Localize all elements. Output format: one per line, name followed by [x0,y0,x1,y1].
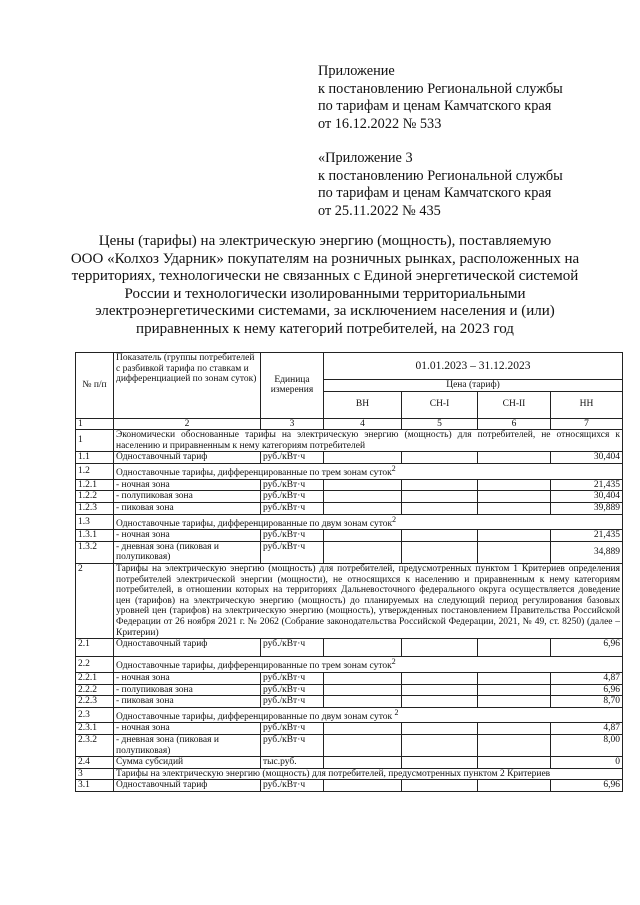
appendix-ref-line: «Приложение 3 [318,150,413,166]
subheader-num: 1.2 [76,463,114,479]
cell-vn [324,696,402,708]
cell-sn2 [478,723,551,735]
row-num: 1.2.1 [76,479,114,491]
cell-nn: 8,70 [551,696,623,708]
title-line: приравненных к нему категорий потребителей, на 2023 год [136,320,514,337]
cell-sn1 [402,757,478,769]
cell-sn1 [402,780,478,792]
header-level-vn: ВН [324,391,402,418]
cell-sn1 [402,672,478,684]
title-line: территориях, технологически не связанных с Единой энергетической системой [71,268,579,285]
cell-sn1 [402,491,478,503]
cell-sn2 [478,479,551,491]
cell-sn1 [402,696,478,708]
cell-vn [324,452,402,464]
table-row [76,684,623,696]
cell-nn: 6,96 [551,639,623,657]
appendix-ref-line: к постановлению Региональной службы [318,167,563,184]
row-num: 2.3.2 [76,735,114,757]
appendix-heading [318,63,563,133]
section-desc: Тарифы на электрическую энергию (мощность) для потребителей, предусмотренных пунктом 1 Критериев определения потребителей электрической энергии (мощности), не относящихся к населению и приравненным к нему категориям потребителей, в отношении которых на территориях Дальневосточного федерального округа осуществляется доведение цен (тарифов) на электрическую энергию (мощность) до планируемых на следующий период регулирования базовых уровней цен (тарифов) на электрическую энергию (мощность), утвержденных постановлением Правительства Российской Федерации от 26 ноября 2021 г. № 2062 (Собрание законодательства Российской Федерации, 2021, № 49, ст. 8250) (далее – Критерии) [114,564,623,639]
row-label: Одноставочный тариф [114,639,261,657]
cell-vn [324,639,402,657]
row-unit: руб./кВт·ч [261,541,324,563]
header-level-sn2: СН-II [478,391,551,418]
cell-sn2 [478,780,551,792]
cell-sn2 [478,735,551,757]
col-number: 5 [402,418,478,430]
row-label: - ночная зона [114,723,261,735]
section-num: 3 [76,768,114,780]
col-number: 2 [114,418,261,430]
row-unit: руб./кВт·ч [261,780,324,792]
row-num: 1.3.1 [76,530,114,542]
header-level-nn: НН [551,391,623,418]
row-unit: руб./кВт·ч [261,684,324,696]
cell-sn2 [478,491,551,503]
section-desc: Экономически обоснованные тарифы на электрическую энергию (мощность) для потребителей, не относящихся к населению и приравненным к нему категориям потребителей [114,430,623,452]
row-num: 2.2.1 [76,672,114,684]
cell-sn1 [402,502,478,514]
row-unit: руб./кВт·ч [261,491,324,503]
row-num: 1.2.2 [76,491,114,503]
cell-vn [324,541,402,563]
row-label: - дневная зона (пиковая и полупиковая) [114,541,261,563]
cell-sn1 [402,723,478,735]
row-label: - полупиковая зона [114,491,261,503]
cell-sn2 [478,541,551,563]
cell-vn [324,757,402,769]
header-price: Цена (тариф) [324,380,623,392]
header-period: 01.01.2023 – 31.12.2023 [324,353,623,380]
subheader-num: 1.3 [76,514,114,530]
section-desc: Тарифы на электрическую энергию (мощность) для потребителей, предусмотренных пунктом 2 Критериев [114,768,623,780]
cell-vn [324,780,402,792]
cell-sn2 [478,684,551,696]
row-num: 2.4 [76,757,114,769]
subheader-text: Одноставочные тарифы, дифференцированные по трем зонам суток$^2$ [114,657,623,673]
col-number: 4 [324,418,402,430]
cell-vn [324,735,402,757]
subheader-row [76,514,623,530]
table-row [76,723,623,735]
cell-nn: 30,404 [551,452,623,464]
row-num: 1.1 [76,452,114,464]
row-unit: руб./кВт·ч [261,696,324,708]
cell-sn2 [478,696,551,708]
cell-sn2 [478,452,551,464]
cell-sn2 [478,757,551,769]
cell-vn [324,491,402,503]
subheader-row [76,657,623,673]
row-unit: руб./кВт·ч [261,639,324,657]
header-indicator: Показатель (группы потребителей с разбивкой тарифа по ставкам и дифференциацией по зонам суток) [114,353,261,419]
subheader-row [76,707,623,723]
title-line: ООО «Колхоз Ударник» покупателям на розничных рынках, расположенных на [70,250,580,267]
row-unit: руб./кВт·ч [261,723,324,735]
title-line: России и технологически изолированными территориальными [124,285,526,302]
cell-sn2 [478,502,551,514]
row-num: 2.2.3 [76,696,114,708]
section-row [76,564,623,639]
appendix-line: Приложение [318,63,395,79]
cell-vn [324,502,402,514]
cell-vn [324,672,402,684]
cell-nn: 6,96 [551,684,623,696]
section-row [76,768,623,780]
cell-sn1 [402,530,478,542]
appendix-ref-line: от 25.11.2022 № 435 [318,202,441,219]
table-row [76,735,623,757]
row-num: 2.3.1 [76,723,114,735]
row-label: - ночная зона [114,672,261,684]
footnote-mark: 2 [391,657,396,667]
table-row [76,479,623,491]
cell-sn2 [478,639,551,657]
cell-nn: 4,87 [551,723,623,735]
header-level-sn1: СН-I [402,391,478,418]
row-label: Одноставочный тариф [114,452,261,464]
table-row [76,757,623,769]
cell-nn: 30,404 [551,491,623,503]
cell-sn1 [402,541,478,563]
subheader-num: 2.3 [76,707,114,723]
section-num: 1 [76,430,114,452]
table-row [76,530,623,542]
document-title [60,233,590,339]
row-label: - полупиковая зона [114,684,261,696]
table-row [76,452,623,464]
row-unit: руб./кВт·ч [261,672,324,684]
table-row [76,541,623,563]
appendix-line: к постановлению Региональной службы [318,80,563,97]
appendix-reference [318,150,563,220]
row-label: - ночная зона [114,479,261,491]
row-num: 2.1 [76,639,114,657]
subheader-text: Одноставочные тарифы, дифференцированные по трем зонам суток$^2$ [114,463,623,479]
col-number: 7 [551,418,623,430]
appendix-ref-line: по тарифам и ценам Камчатского края [318,185,552,202]
subheader-text: Одноставочные тарифы, дифференцированные по двум зонам суток$^2$ [114,514,623,530]
cell-nn: 39,889 [551,502,623,514]
cell-sn1 [402,479,478,491]
footnote-mark: 2 [391,463,396,473]
title-line: Цены (тарифы) на электрическую энергию (мощность), поставляемую [98,233,552,249]
table-row [76,672,623,684]
table-row [76,780,623,792]
header-num: № п/п [76,353,114,419]
table-row [76,502,623,514]
row-unit: руб./кВт·ч [261,452,324,464]
appendix-line: от 16.12.2022 № 533 [318,115,442,132]
cell-sn1 [402,639,478,657]
row-label: - пиковая зона [114,696,261,708]
cell-sn1 [402,684,478,696]
col-number: 3 [261,418,324,430]
row-num: 2.2.2 [76,684,114,696]
table-row [76,491,623,503]
col-number: 6 [478,418,551,430]
tariff-table [75,352,623,792]
row-num: 1.2.3 [76,502,114,514]
cell-vn [324,530,402,542]
cell-nn: 21,435 [551,479,623,491]
row-unit: тыс.руб. [261,757,324,769]
row-unit: руб./кВт·ч [261,735,324,757]
row-num: 3.1 [76,780,114,792]
footnote-mark: 2 [394,707,399,717]
row-label: - дневная зона (пиковая и полупиковая) [114,735,261,757]
row-num: 1.3.2 [76,541,114,563]
row-label: Одноставочный тариф [114,780,261,792]
cell-vn [324,723,402,735]
subheader-num: 2.2 [76,657,114,673]
row-label: - ночная зона [114,530,261,542]
header-unit: Единица измерения [261,353,324,419]
footnote-mark: 2 [392,514,397,524]
cell-nn: 34,889 [551,541,623,563]
section-row [76,430,623,452]
cell-sn1 [402,452,478,464]
subheader-text: Одноставочные тарифы, дифференцированные по двум зонам суток $^2$ [114,707,623,723]
column-numbers-row [76,418,623,430]
cell-sn2 [478,530,551,542]
table-row [76,696,623,708]
cell-nn: 8,00 [551,735,623,757]
cell-nn: 0 [551,757,623,769]
table-row [76,639,623,657]
cell-vn [324,684,402,696]
appendix-line: по тарифам и ценам Камчатского края [318,98,552,115]
title-line: электроэнергетическими системами, за исключением населения и (или) [95,303,555,320]
section-num: 2 [76,564,114,639]
cell-sn1 [402,735,478,757]
row-unit: руб./кВт·ч [261,502,324,514]
cell-nn: 6,96 [551,780,623,792]
col-number: 1 [76,418,114,430]
subheader-row [76,463,623,479]
row-unit: руб./кВт·ч [261,479,324,491]
cell-nn: 4,87 [551,672,623,684]
row-label: Сумма субсидий [114,757,261,769]
row-unit: руб./кВт·ч [261,530,324,542]
row-label: - пиковая зона [114,502,261,514]
cell-vn [324,479,402,491]
cell-sn2 [478,672,551,684]
cell-nn: 21,435 [551,530,623,542]
